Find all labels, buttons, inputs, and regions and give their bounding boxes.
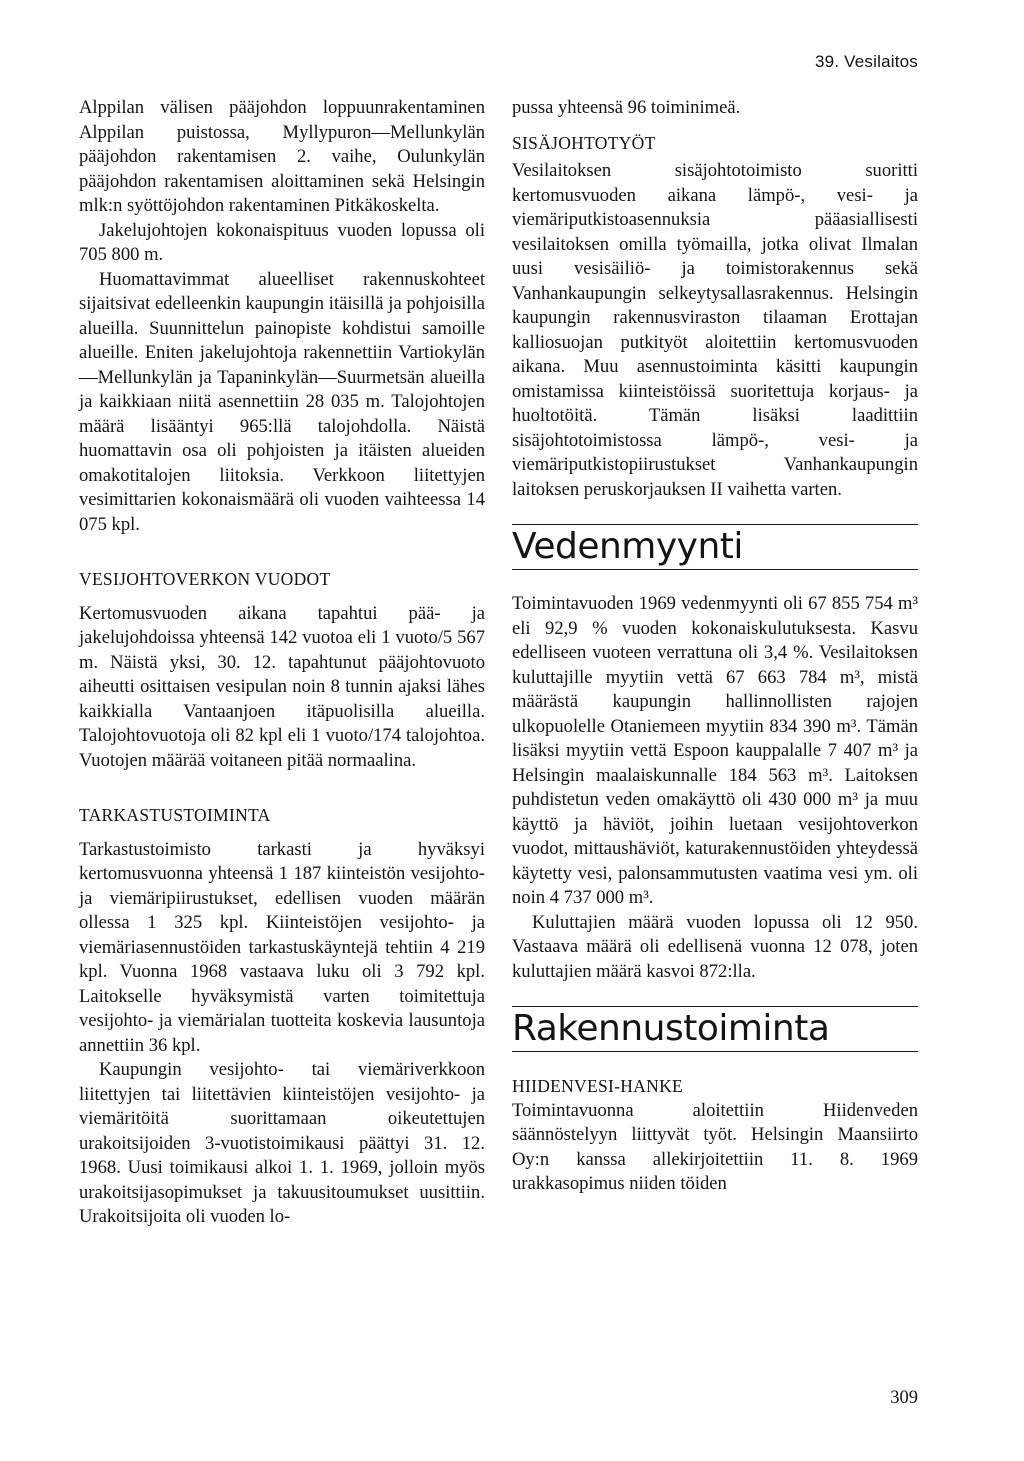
subheading-sisajohtotyot: SISÄJOHTOTYÖT: [512, 132, 656, 153]
paragraph: Kaupungin vesijohto- tai viemäriverkkoon liitettyjen tai liitettävien kiinteistöjen vesijohto- ja viemäritöitä suorittamaan oikeutettujen urakoitsijoiden 3-vuotistoimikausi päättyi 31. 12. 1968. Uusi toimikausi alkoi 1. 1. 1969, jolloin myös urakoitsijasopimukset ja takuusitoumukset uusittiin. Urakoitsijoita oli vuoden lo-: [79, 1059, 485, 1227]
paragraph: Toimintavuoden 1969 vedenmyynti oli 67 855 754 m³ eli 92,9 % vuoden kokonaiskulutuksesta. Kasvu edelliseen vuoteen verrattuna oli 3,4 %. Vesilaitoksen kuluttajille myytiin vettä 67 663 784 m³, mistä määrästä kaupungin hallinnollisten rajojen ulkopuolelle Otaniemeen myytiin 834 390 m³. Tämän lisäksi myytiin vettä Espoon kauppalalle 7 407 m³ ja Helsingin maalaiskunnalle 184 563 m³. Laitoksen puhdistetun veden omakäyttö oli 430 000 m³ ja muu käyttö ja häviöt, joihin luetaan vesijohtoverkon vuodot, mittaushäviöt, katurakennustöiden yhteydessä käytetty vesi, palonsammutusten vaatima vesi ym. oli noin 4 737 000 m³.: [512, 593, 918, 908]
paragraph: Kuluttajien määrä vuoden lopussa oli 12 950. Vastaava määrä oli edellisenä vuonna 12 078, joten kuluttajien määrä kasvoi 872:lla.: [512, 911, 918, 982]
section-title-vedenmyynti: Vedenmyynti: [512, 526, 743, 567]
paragraph: Huomattavimmat alueelliset rakennuskohteet sijaitsivat edelleenkin kaupungin itäisillä ja pohjoisilla alueilla. Suunnittelun painopiste kohdistui samoille alueille. Eniten jakelujohtoja rakennettiin Vartiokylän—Mellunkylän ja Tapaninkylän—Suurmetsän alueilla ja kaikkiaan niitä asennettiin 28 035 m. Talojohtojen määrä lisääntyi 965:llä talojohdolla. Näistä huomattavin osa oli pohjoisten ja itäisten alueiden omakotitalojen liitoksia. Verkkoon liitettyjen vesimittarien kokonaismäärä oli vuoden vaihteessa 14 075 kpl.: [79, 268, 485, 535]
paragraph: Tarkastustoimisto tarkasti ja hyväksyi kertomusvuonna yhteensä 1 187 kiinteistön vesijohto- ja viemäripiirustukset, edellisen vuoden määrän ollessa 1 325 kpl. Kiinteistöjen vesijohto- ja viemäriasennustöiden tarkastuskäyntejä tehtiin 4 219 kpl. Vuonna 1968 vastaava luku oli 3 792 kpl. Laitokselle hyväksymistä varten toimitettuja vesijohto- ja viemärialan tuotteita koskevia lausuntoja annettiin 36 kpl.: [79, 838, 485, 1056]
page-number: 309: [890, 1388, 918, 1408]
paragraph: Toimintavuonna aloitettiin Hiidenveden säännöstelyyn liittyvät työt. Helsingin Maansiirto Oy:n kanssa allekirjoitettiin 11. 8. 1969 urakkasopimus niiden töiden: [512, 1099, 918, 1194]
subheading-tarkastustoiminta: TARKASTUSTOIMINTA: [79, 805, 271, 825]
section-title-rakennustoiminta: Rakennustoiminta: [512, 1008, 830, 1049]
paragraph: Kertomusvuoden aikana tapahtui pää- ja jakelujohdoissa yhteensä 142 vuotoa eli 1 vuoto/5 567 m. Näistä yksi, 30. 12. tapahtunut pääjohtovuoto aiheutti osittaisen vesipulan noin 8 tunnin ajaksi lähes kaikkialla Vantaanjoen itäpuolisilla alueilla. Talojohtovuotoja oli 82 kpl eli 1 vuoto/174 talojohtoa. Vuotojen määrää voitaneen pitää normaalina.: [79, 602, 485, 771]
paragraph: Jakelujohtojen kokonaispituus vuoden lopussa oli 705 800 m.: [79, 219, 485, 265]
subheading-vuodot: VESIJOHTOVERKON VUODOT: [79, 569, 331, 589]
running-head: 39. Vesilaitos: [815, 52, 918, 71]
paragraph: Alppilan välisen pääjohdon loppuunrakentaminen Alppilan puistossa, Myllypuron—Mellunkylän pääjohdon rakentamisen 2. vaihe, Oulunkylän pääjohdon rakentamisen aloittaminen sekä Helsingin mlk:n syöttöjohdon rakentaminen Pitkäkoskelta.: [79, 97, 485, 216]
paragraph: pussa yhteensä 96 toiminimeä.: [512, 97, 741, 118]
right-column: [512, 96, 918, 1197]
left-column: [79, 96, 485, 1230]
paragraph: Vesilaitoksen sisäjohtotoimisto suoritti kertomusvuoden aikana lämpö-, vesi- ja viemäriputkistoasennuksia pääasiallisesti vesilaitoksen omilla työmailla, jotka olivat Ilmalan uusi vesisäiliö- ja toimistorakennus sekä Vanhankaupungin selkeytysallasrakennus. Helsingin kaupungin rakennusviraston tilaaman Erottajan kalliosuojan putkityöt aloitettiin kertomusvuoden aikana. Muu asennustoiminta käsitti kaupungin omistamissa kiinteistöissä suoritettuja korjaus- ja huoltotöitä. Tämän lisäksi laadittiin sisäjohtotoimistossa lämpö-, vesi- ja viemäriputkistopiirustukset Vanhankaupungin laitoksen peruskorjauksen II vaihetta varten.: [512, 160, 918, 500]
subheading-hiidenvesi: HIIDENVESI-HANKE: [512, 1076, 684, 1096]
